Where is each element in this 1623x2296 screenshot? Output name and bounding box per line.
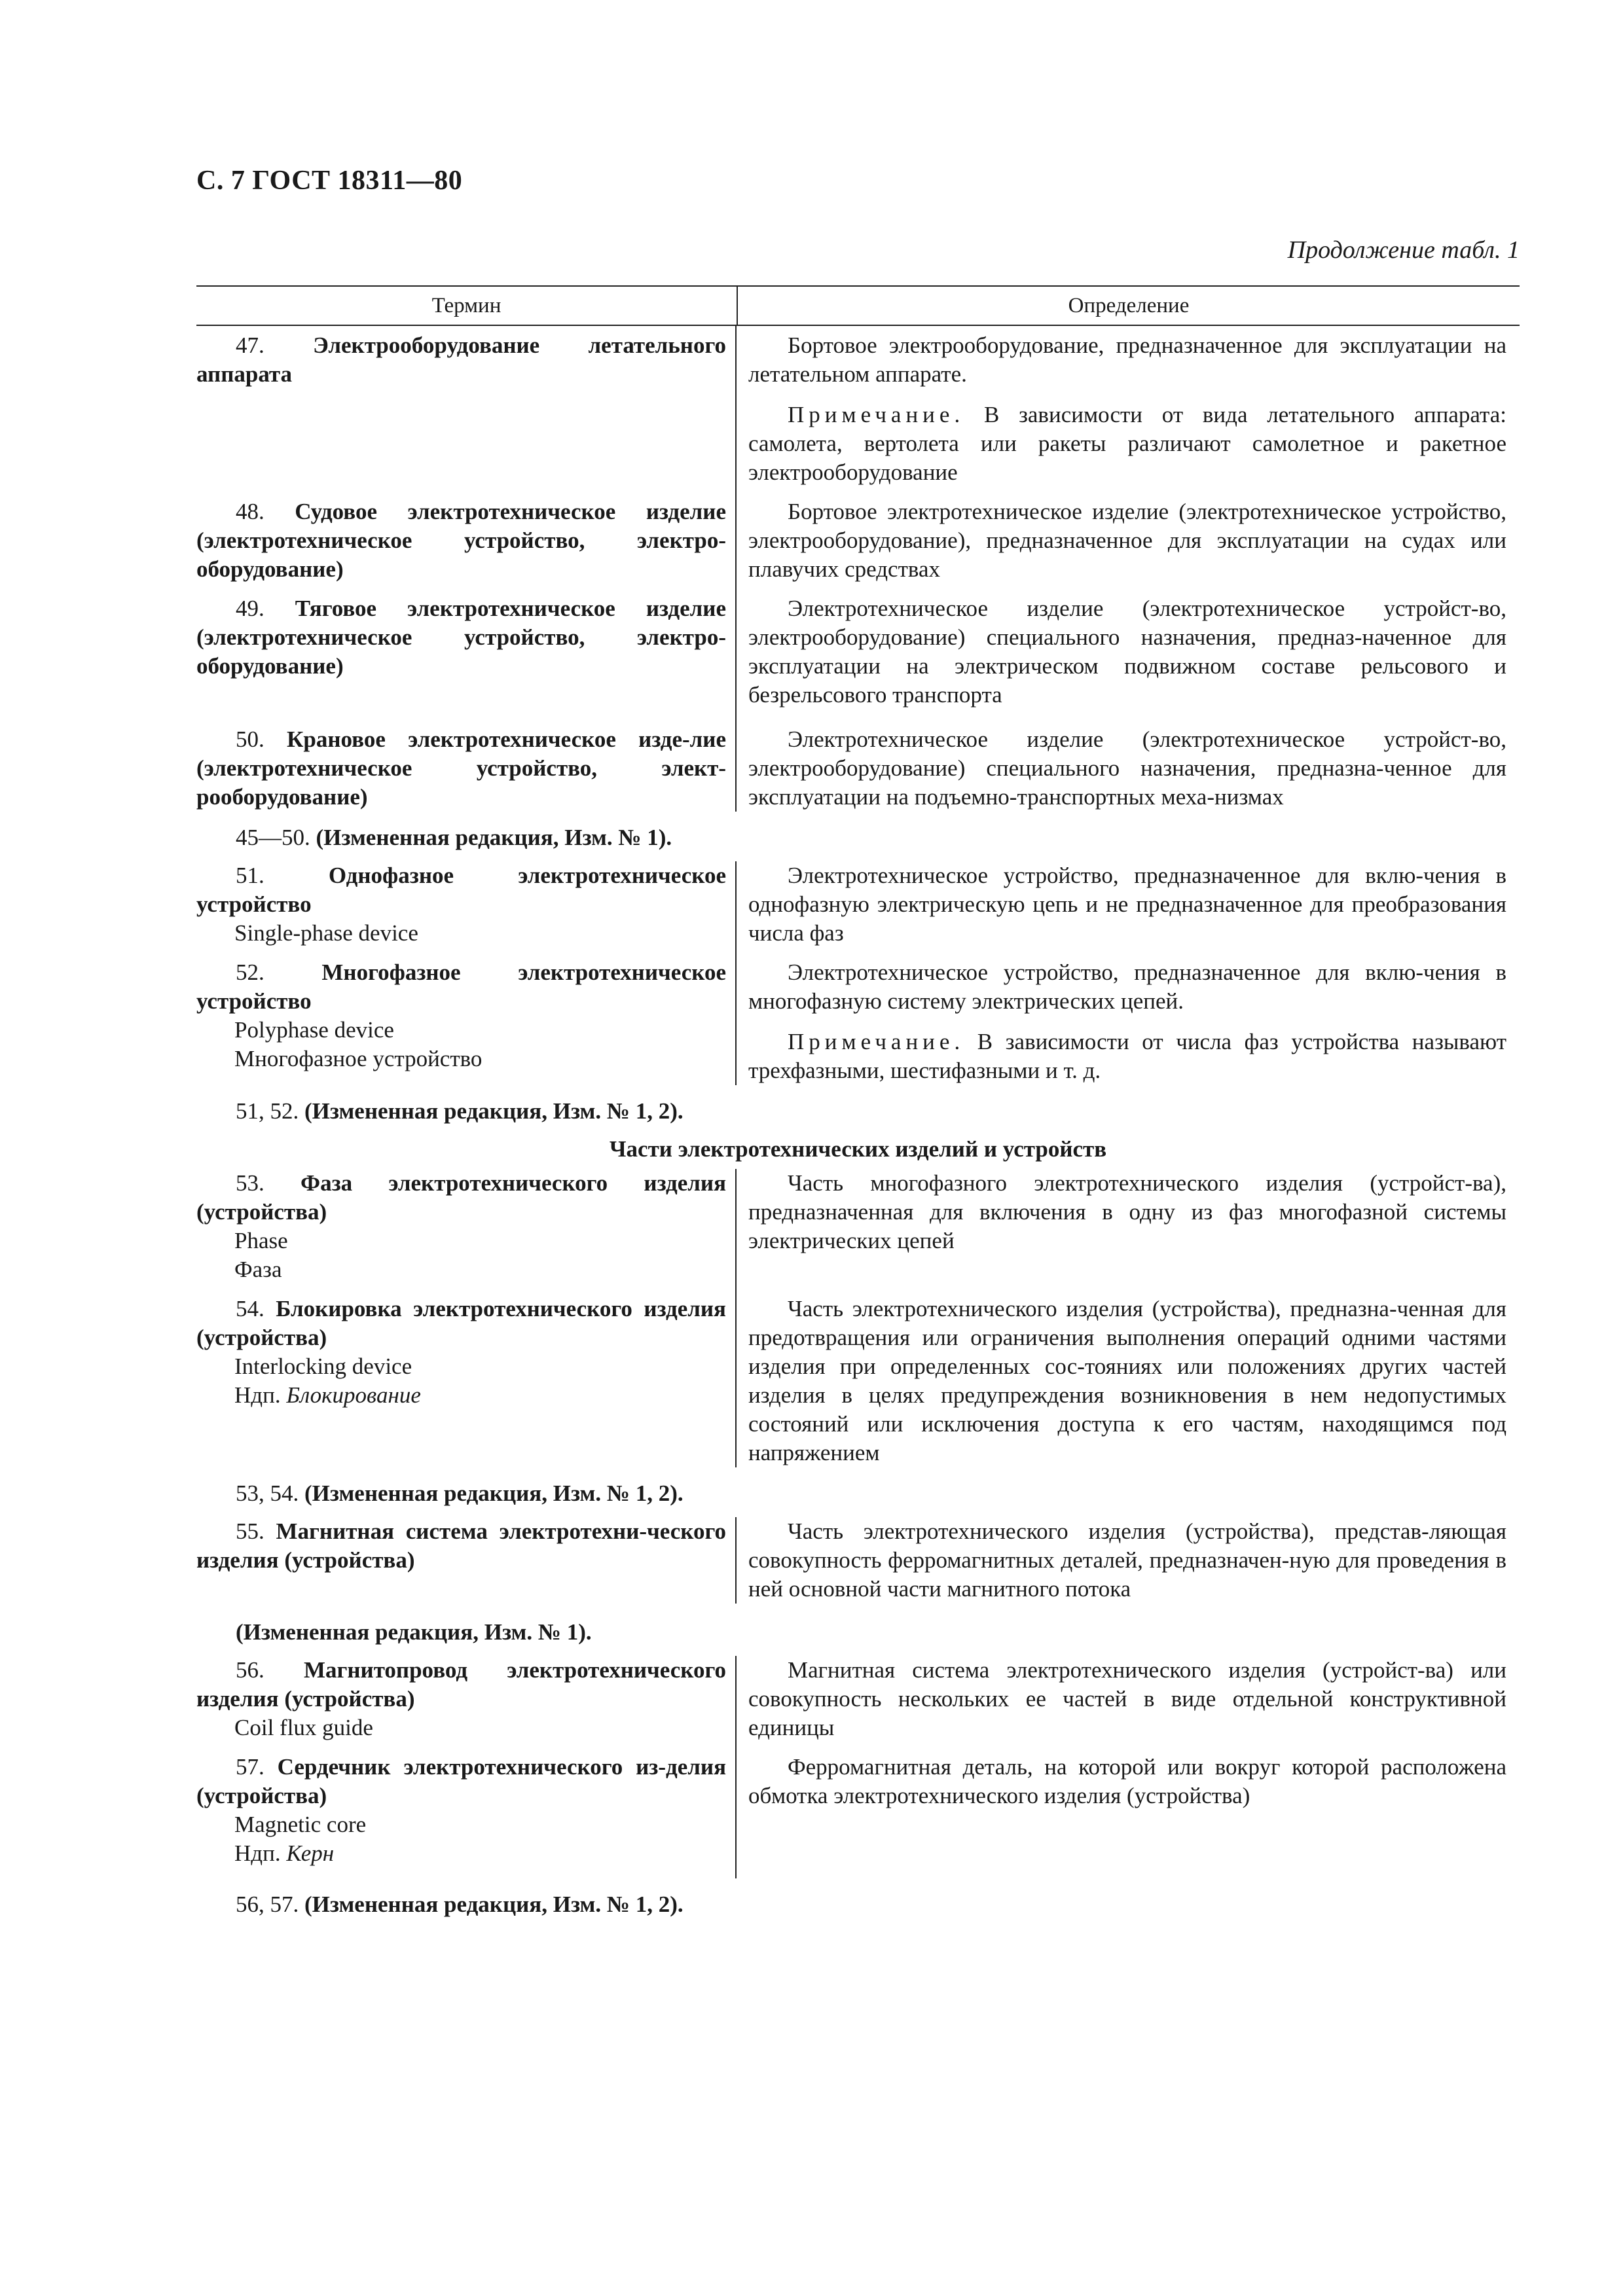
table-header — [196, 285, 1520, 326]
section-heading: Части электротехнических изделий и устройств — [609, 1136, 1107, 1162]
deprecated-term: Ндп. Блокирование — [234, 1382, 421, 1408]
definition-text: Электротехническое изделие (электротехническое устройст-во, электрооборудование) специального назначения, предназна-ченное для эксплуатации на подъемно-транспортных меха-низмах — [748, 726, 1506, 810]
definition-note — [748, 1028, 1506, 1085]
term-cell — [196, 326, 737, 497]
term-cell — [196, 594, 737, 725]
table-row — [196, 497, 1520, 594]
term-cell — [196, 861, 737, 958]
definition-text: Магнитная система электротехнического изделия (устройст-ва) или совокупность нескольких ее частей в виде отдельной конструктивной единицы — [748, 1657, 1506, 1740]
term-number: 52. — [236, 960, 264, 985]
definition-cell — [737, 861, 1520, 958]
definition-cell — [737, 725, 1520, 812]
english-equivalent: Single-phase device — [234, 920, 418, 946]
term-cell — [196, 1753, 737, 1878]
amendment-note: (Измененная редакция, Изм. № 1). — [236, 1619, 592, 1645]
english-equivalent: Coil flux guide — [234, 1715, 373, 1740]
term-cell — [196, 1517, 737, 1604]
table-row — [196, 1656, 1520, 1753]
term-name: Электрооборудование летательного аппарата — [196, 332, 726, 387]
term-number: 53. — [236, 1170, 264, 1196]
english-equivalent: Interlocking device — [234, 1354, 412, 1379]
term-number: 55. — [236, 1518, 264, 1544]
term-name: Крановое электротехническое изде-лие (электротехническое устройство, элект-рооборудование) — [196, 726, 726, 810]
term-cell — [196, 1656, 737, 1753]
definition-text: Часть электротехнического изделия (устройства), предназна-ченная для предотвращения или ограничения выполнения операций одними частями изделия при определенных сос-тояниях или положениях других частей изделия в целях предупреждения возникновения в нем недопустимых состояний или исключения доступа к его частям, находящимся под напряжением — [748, 1296, 1506, 1465]
table-row — [196, 326, 1520, 497]
definition-cell — [737, 1656, 1520, 1753]
amendment-note: 56, 57. (Измененная редакция, Изм. № 1, 2). — [236, 1892, 684, 1917]
definition-cell — [737, 326, 1520, 497]
term-name: Блокировка электротехнического изделия (устройства) — [196, 1296, 726, 1350]
definition-text: Бортовое электрооборудование, предназначенное для эксплуатации на летательном аппарате. — [748, 332, 1506, 387]
term-name: Многофазное электротехническое устройство — [196, 960, 726, 1014]
term-cell — [196, 1169, 737, 1295]
term-cell — [196, 958, 737, 1085]
english-equivalent: Phase — [234, 1228, 288, 1253]
term-number: 51. — [236, 863, 264, 888]
term-number: 56. — [236, 1657, 264, 1683]
synonym: Фаза — [234, 1257, 282, 1282]
term-number: 54. — [236, 1296, 264, 1321]
note-text: В зависимости от вида летательного аппарата: самолета, вертолета или ракеты различают самолетное и ракетное электрооборудование — [748, 402, 1507, 485]
term-name: Магнитопровод электротехнического изделия (устройства) — [196, 1657, 726, 1712]
note-text: В зависимости от числа фаз устройства называют трехфазными, шестифазными и т. д. — [748, 1029, 1506, 1083]
table-row — [196, 861, 1520, 958]
term-cell — [196, 497, 737, 594]
note-label: Примечание. — [788, 402, 965, 427]
term-number: 49. — [236, 596, 264, 621]
amendment-note: 51, 52. (Измененная редакция, Изм. № 1, 2). — [236, 1098, 684, 1124]
definition-text: Электротехническое изделие (электротехническое устройст-во, электрооборудование) специального назначения, предназ-наченное для эксплуатации на электрическом подвижном составе рельсового и безрельсового транспорта — [748, 596, 1506, 708]
term-number: 48. — [236, 499, 264, 524]
definition-note — [748, 401, 1506, 487]
deprecated-term: Ндп. Керн — [234, 1840, 335, 1866]
definition-cell — [737, 958, 1520, 1085]
table-row — [196, 1517, 1520, 1604]
term-name: Сердечник электротехнического из-делия (устройства) — [196, 1754, 726, 1808]
definition-text: Бортовое электротехническое изделие (электротехническое устройство, электрооборудование), предназначенное для эксплуатации на судах или плавучих средствах — [748, 499, 1506, 582]
english-equivalent: Magnetic core — [234, 1812, 367, 1837]
amendment-note: 45—50. (Измененная редакция, Изм. № 1). — [236, 825, 672, 850]
table-row — [196, 1753, 1520, 1878]
column-header-term: Термин — [196, 287, 738, 325]
definition-text: Ферромагнитная деталь, на которой или вокруг которой расположена обмотка электротехнического изделия (устройства) — [748, 1754, 1506, 1808]
term-cell — [196, 1295, 737, 1467]
table-row — [196, 1169, 1520, 1295]
note-label: Примечание. — [788, 1029, 965, 1054]
definition-text: Электротехническое устройство, предназначенное для вклю-чения в однофазную электрическую цепь и не предназначенное для преобразования числа фаз — [748, 863, 1506, 946]
english-equivalent: Polyphase device — [234, 1017, 394, 1043]
term-name: Судовое электротехническое изделие (электротехническое устройство, электро-оборудование) — [196, 499, 726, 582]
definition-cell — [737, 497, 1520, 594]
table-row — [196, 594, 1520, 725]
definition-text: Часть электротехнического изделия (устройства), представ-ляющая совокупность ферромагнитных деталей, предназначен-ную для проведения в ней основной части магнитного потока — [748, 1518, 1506, 1602]
term-number: 57. — [236, 1754, 264, 1780]
definition-cell — [737, 1753, 1520, 1878]
definition-cell — [737, 1517, 1520, 1604]
term-name: Фаза электротехнического изделия (устройства) — [196, 1170, 727, 1225]
term-number: 50. — [236, 726, 264, 752]
page-title: С. 7 ГОСТ 18311—80 — [196, 166, 463, 196]
term-cell — [196, 725, 737, 812]
definition-text: Часть многофазного электротехнического изделия (устройст-ва), предназначенная для включения в одну из фаз многофазной системы электрических цепей — [748, 1170, 1506, 1253]
terms-table — [196, 285, 1520, 1928]
table-continuation-label: Продолжение табл. 1 — [1287, 236, 1520, 264]
definition-cell — [737, 1169, 1520, 1295]
definition-cell — [737, 1295, 1520, 1467]
column-header-definition: Определение — [1068, 294, 1190, 317]
term-number: 47. — [236, 332, 264, 358]
table-row — [196, 1295, 1520, 1467]
table-row — [196, 725, 1520, 812]
term-name: Магнитная система электротехни-ческого изделия (устройства) — [196, 1518, 726, 1573]
term-name: Тяговое электротехническое изделие (электротехническое устройство, электро-оборудование) — [196, 596, 726, 679]
definition-text: Электротехническое устройство, предназначенное для вклю-чения в многофазную систему электрических цепей. — [748, 960, 1506, 1014]
table-row — [196, 958, 1520, 1085]
synonym: Многофазное устройство — [234, 1046, 483, 1071]
definition-cell — [737, 594, 1520, 725]
amendment-note: 53, 54. (Измененная редакция, Изм. № 1, 2). — [236, 1480, 684, 1506]
term-name: Однофазное электротехническое устройство — [196, 863, 726, 917]
